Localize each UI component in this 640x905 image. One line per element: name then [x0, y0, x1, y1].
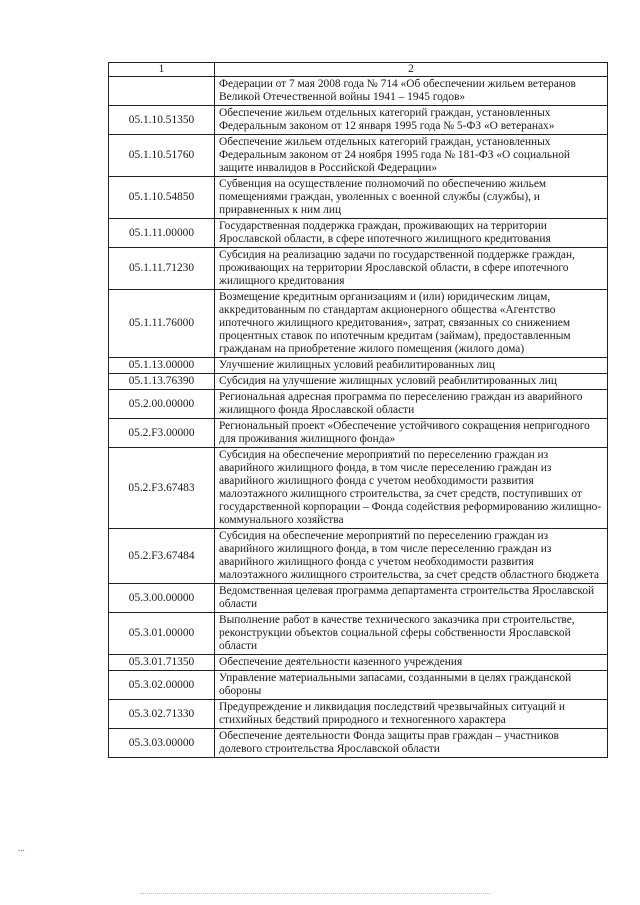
table-row: [109, 77, 608, 106]
budget-code: 05.1.10.51760: [109, 135, 215, 177]
target-item-name: Федерации от 7 мая 2008 года № 714 «Об обеспечении жильем ветеранов Великой Отечественной войны 1941 – 1945 годов»: [215, 77, 608, 106]
scan-artifact: [140, 893, 490, 894]
table-row: [109, 613, 608, 655]
table-row: [109, 671, 608, 700]
target-item-name: Управление материальными запасами, созданными в целях гражданской обороны: [215, 671, 608, 700]
budget-code: 05.3.02.71330: [109, 700, 215, 729]
table-row: [109, 729, 608, 758]
budget-code: 05.2.F3.67484: [109, 529, 215, 584]
table-row: [109, 584, 608, 613]
budget-code: 05.1.10.54850: [109, 177, 215, 219]
table-row: [109, 358, 608, 374]
column-number-1: 1: [109, 63, 215, 77]
target-item-name: Субсидия на обеспечение мероприятий по переселению граждан из аварийного жилищного фонда, в том числе переселению граждан из аварийного жилищного фонда с учетом необходимости развития малоэтажного жилищного строительства, за счет средств, поступивших от государственной корпорации – Фонда содействия реформированию жилищно-коммунального хозяйства: [215, 448, 608, 529]
table-row: [109, 135, 608, 177]
table-row: [109, 248, 608, 290]
budget-code: 05.2.F3.67483: [109, 448, 215, 529]
table-body: [109, 77, 608, 758]
target-item-name: Субсидия на обеспечение мероприятий по переселению граждан из аварийного жилищного фонда, в том числе переселению граждан из аварийного жилищного фонда с учетом необходимости развития малоэтажного жилищного строительства, за счет средств областного бюджета: [215, 529, 608, 584]
table-row: [109, 655, 608, 671]
budget-code: 05.3.02.00000: [109, 671, 215, 700]
target-item-name: Предупреждение и ликвидация последствий чрезвычайных ситуаций и стихийных бедствий природного и техногенного характера: [215, 700, 608, 729]
table-row: [109, 700, 608, 729]
table-row: [109, 374, 608, 390]
column-number-2: 2: [215, 63, 608, 77]
header-row: [109, 63, 608, 77]
target-item-name: Субвенция на осуществление полномочий по обеспечению жильем помещениями граждан, уволенных с военной службы (службы), и приравненных к ним лиц: [215, 177, 608, 219]
budget-code: 05.1.11.71230: [109, 248, 215, 290]
target-item-name: Региональная адресная программа по переселению граждан из аварийного жилищного фонда Ярославской области: [215, 390, 608, 419]
table-row: [109, 177, 608, 219]
table-row: [109, 529, 608, 584]
target-item-name: Обеспечение деятельности казенного учреждения: [215, 655, 608, 671]
target-item-name: Субсидия на реализацию задачи по государственной поддержке граждан, проживающих на территории Ярославской области, в сфере ипотечного жилищного кредитования: [215, 248, 608, 290]
target-item-name: Улучшение жилищных условий реабилитированных лиц: [215, 358, 608, 374]
target-item-name: Региональный проект «Обеспечение устойчивого сокращения непригодного для проживания жилищного фонда»: [215, 419, 608, 448]
margin-mark: ...: [18, 843, 25, 853]
budget-code: 05.2.00.00000: [109, 390, 215, 419]
target-item-name: Выполнение работ в качестве технического заказчика при строительстве, реконструкции объектов социальной сферы собственности Ярославской области: [215, 613, 608, 655]
classification-table: [108, 62, 608, 758]
budget-code: [109, 77, 215, 106]
table-row: [109, 219, 608, 248]
target-item-name: Обеспечение жильем отдельных категорий граждан, установленных Федеральным законом от 12 января 1995 года № 5-ФЗ «О ветеранах»: [215, 106, 608, 135]
budget-code: 05.2.F3.00000: [109, 419, 215, 448]
target-item-name: Обеспечение деятельности Фонда защиты прав граждан – участников долевого строительства Ярославской области: [215, 729, 608, 758]
table-row: [109, 390, 608, 419]
budget-code: 05.3.03.00000: [109, 729, 215, 758]
budget-code: 05.1.13.76390: [109, 374, 215, 390]
target-item-name: Обеспечение жильем отдельных категорий граждан, установленных Федеральным законом от 24 ноября 1995 года № 181-ФЗ «О социальной защите инвалидов в Российской Федерации»: [215, 135, 608, 177]
target-item-name: Возмещение кредитным организациям и (или) юридическим лицам, аккредитованным по стандартам акционерного общества «Агентство ипотечного жилищного кредитования», затрат, связанных со снижением процентных ставок по ипотечным кредитам (займам), предоставленным гражданам на приобретение жилого помещения (жилого дома): [215, 290, 608, 358]
budget-code: 05.3.00.00000: [109, 584, 215, 613]
table-row: [109, 419, 608, 448]
budget-code: 05.1.13.00000: [109, 358, 215, 374]
budget-code: 05.1.11.76000: [109, 290, 215, 358]
target-item-name: Ведомственная целевая программа департамента строительства Ярославской области: [215, 584, 608, 613]
budget-code: 05.3.01.00000: [109, 613, 215, 655]
budget-code: 05.1.10.51350: [109, 106, 215, 135]
table-row: [109, 290, 608, 358]
target-item-name: Государственная поддержка граждан, проживающих на территории Ярославской области, в сфере ипотечного жилищного кредитования: [215, 219, 608, 248]
table-row: [109, 106, 608, 135]
target-item-name: Субсидия на улучшение жилищных условий реабилитированных лиц: [215, 374, 608, 390]
table-row: [109, 448, 608, 529]
budget-code: 05.1.11.00000: [109, 219, 215, 248]
budget-code: 05.3.01.71350: [109, 655, 215, 671]
